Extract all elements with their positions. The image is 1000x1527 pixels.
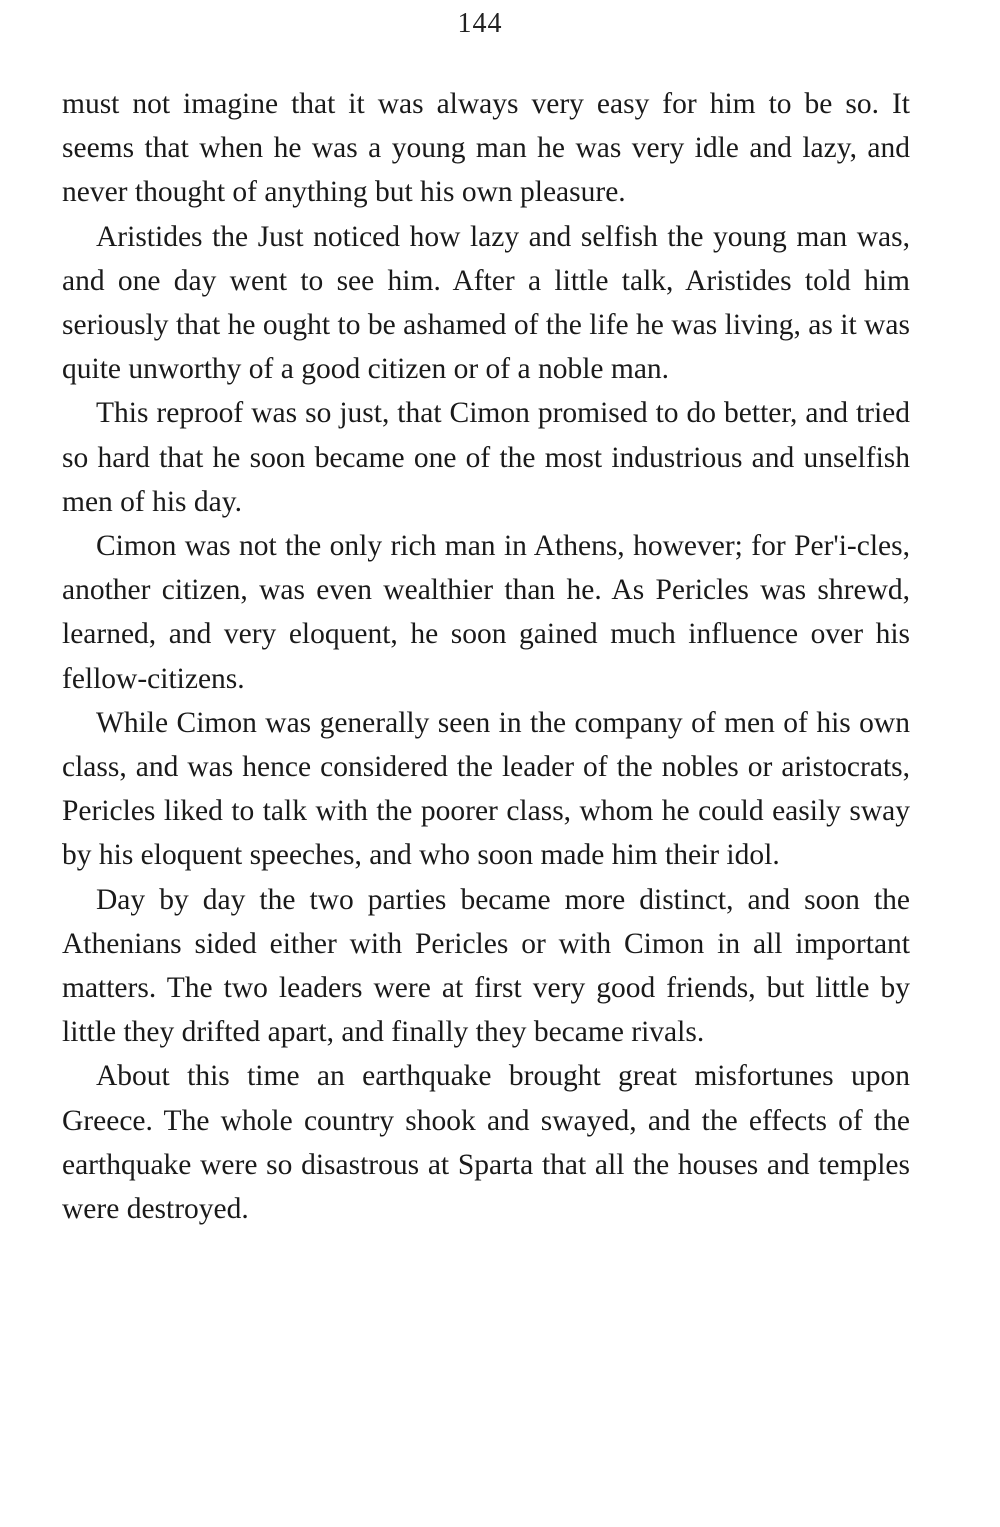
paragraph-5: While Cimon was generally seen in the company of men of his own class, and was hence considered the leader of the nobles or aristocrats, Pericles liked to talk with the poorer class, whom he could easily sway by his eloquent speeches, and who soon made him their idol. [62,706,910,872]
paragraph-7: About this time an earthquake brought great misfortunes upon Greece. The whole country shook and swayed, and the effects of the earthquake were so disastrous at Sparta that all the houses and temples were destroyed. [62,1060,910,1226]
paragraph-4: Cimon was not the only rich man in Athens, however; for Per'i-cles, another citizen, was even wealthier than he. As Pericles was shrewd, learned, and very eloquent, he soon gained much influence over his fellow-citizens. [62,530,910,695]
body-text [62,82,910,1231]
paragraph-6: Day by day the two parties became more distinct, and soon the Athenians sided either with Pericles or with Cimon in all important matters. The two leaders were at first very good friends, but little by little they drifted apart, and finally they became rivals. [62,883,910,1049]
paragraph-3: This reproof was so just, that Cimon promised to do better, and tried so hard that he soon became one of the most industrious and unselfish men of his day. [62,397,910,518]
paragraph-2: Aristides the Just noticed how lazy and selfish the young man was, and one day went to see him. After a little talk, Aristides told him seriously that he ought to be ashamed of the life he was living, as it was quite unworthy of a good citizen or of a noble man. [62,220,910,386]
paragraph-1: must not imagine that it was always very easy for him to be so. It seems that when he was a young man he was very idle and lazy, and never thought of anything but his own pleasure. [62,88,910,209]
page-number: 144 [457,8,503,39]
